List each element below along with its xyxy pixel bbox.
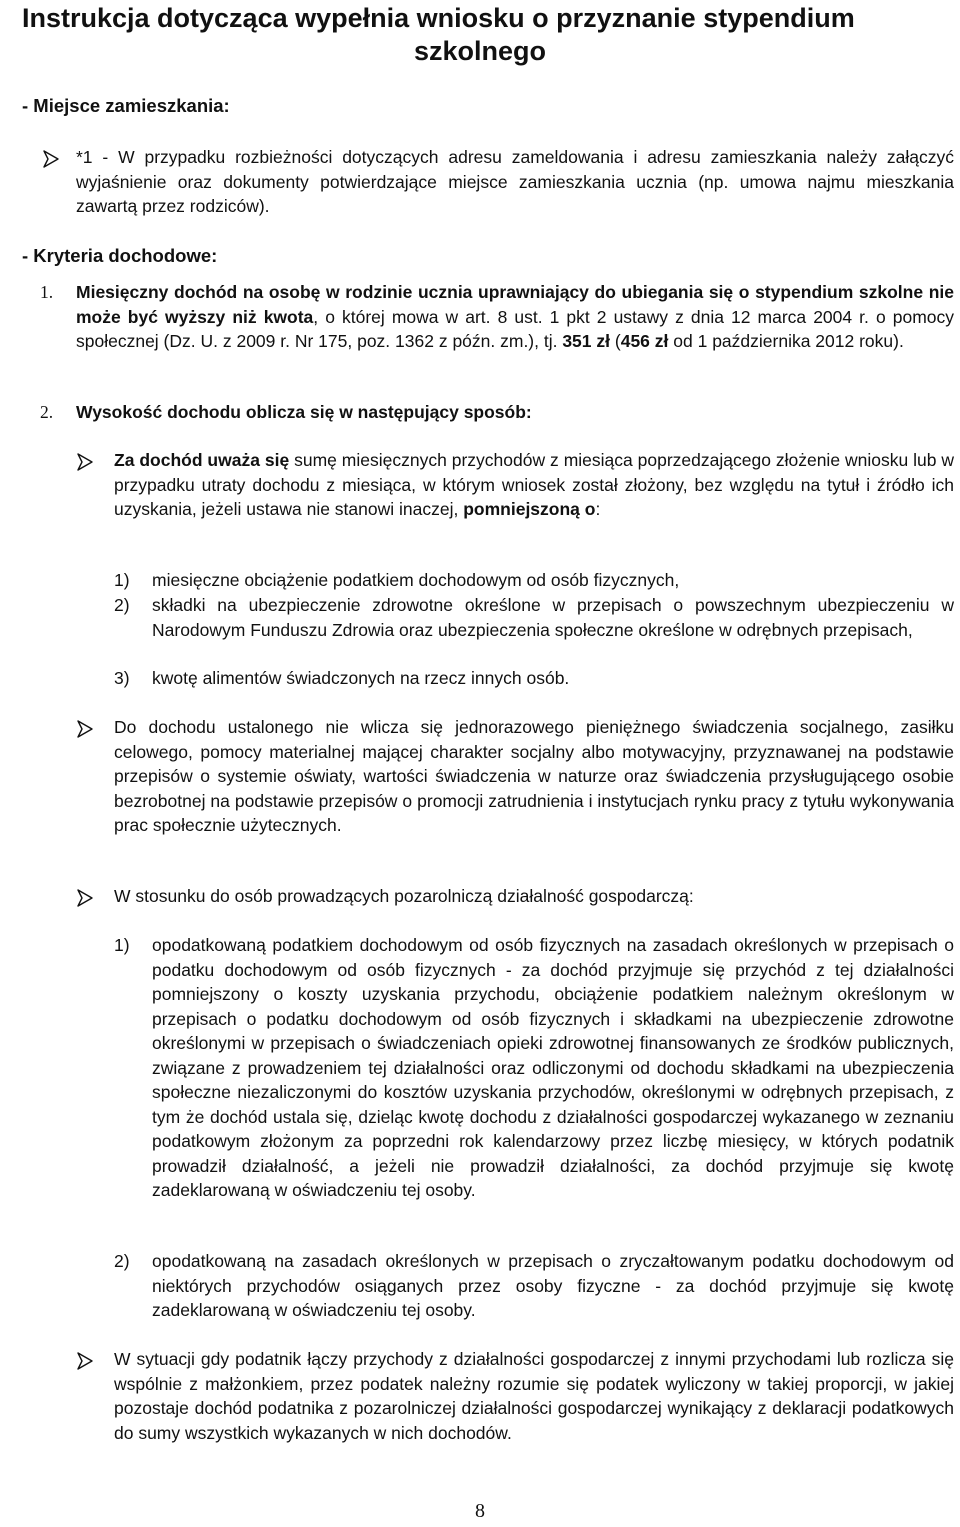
joint-income-text: W sytuacji gdy podatnik łączy przychody z działalności gospodarczej z innymi przychodami lub rozlicza się wspólnie z małżonkiem, przez podatek należny rozumie się podatek wyliczony w takiej proporcji, w jakiej pozostaje dochód podatnika z pozarolniczej działalności gospodarczej wynikający z deklaracji podatkowych do sumy wszystkich wykazanych w nich dochodów. <box>114 1349 954 1443</box>
arrow-bullet-icon <box>76 453 94 471</box>
income-amount-2: 456 zł <box>620 331 669 351</box>
arrow-bullet-icon <box>76 1352 94 1370</box>
income-definition-bold-b: pomniejszoną o <box>463 499 596 519</box>
income-definition-bold-a: Za dochód uważa się <box>114 450 290 470</box>
income-limit-bold: Miesięczny dochód na osobę w rodzinie ucznia uprawniający do ubiegania się o stypendium szkolne nie może być wyższy niż kwota <box>76 282 954 327</box>
page-number: 8 <box>475 1500 485 1522</box>
business-2-text: opodatkowaną na zasadach określonych w przepisach o zryczałtowanym podatku dochodowym od niektórych przychodów osiąganych przez osoby fizyczne - za dochód przyjmuje się kwotę zadeklarowaną w oświadczeniu tej osoby. <box>152 1251 954 1320</box>
business-1-number: 1) <box>114 935 130 955</box>
deduction-1-number: 1) <box>114 570 130 590</box>
income-limit-text-b: ( <box>610 331 621 351</box>
income-definition-text-b: : <box>595 499 601 519</box>
deduction-1-text: miesięczne obciążenie podatkiem dochodowym od osób fizycznych, <box>152 570 680 590</box>
income-heading: - Kryteria dochodowe: <box>22 245 218 266</box>
income-limit-text-a: , o której mowa w art. 8 ust. 1 pkt 2 ustawy z dnia 12 marca 2004 r. o pomocy społecznej (Dz. U. z 2009 r. Nr 175, poz. 1362 z późn. zm.), tj. <box>76 306 955 351</box>
business-2-number: 2) <box>114 1251 130 1271</box>
deduction-3-text: kwotę alimentów świadczonych na rzecz innych osób. <box>152 668 570 688</box>
deduction-2-number: 2) <box>114 595 130 615</box>
residence-bullet-text: *1 - W przypadku rozbieżności dotyczących adresu zameldowania i adresu zamieszkania należy załączyć wyjaśnienie oraz dokumenty potwierdzające miejsce zamieszkania ucznia (np. umowa najmu mieszkania zawartą przez rodziców). <box>76 147 954 216</box>
arrow-bullet-icon <box>76 889 94 907</box>
title-line-2: szkolnego <box>413 36 547 66</box>
arrow-bullet-icon <box>76 720 94 738</box>
income-definition-text-a: sumę miesięcznych przychodów z miesiąca poprzedzającego złożenie wniosku lub w przypadku utraty dochodu z miesiąca, w którym wniosek został złożony, bez względu na tytuł i źródło ich uzyskania, jeżeli ustawa nie stanowi inaczej, <box>114 450 954 519</box>
deduction-2-text: składki na ubezpieczenie zdrowotne określone w przepisach o powszechnym ubezpieczeniu w Narodowym Funduszu Zdrowia oraz ubezpieczenia społeczne określone w odrębnych przepisach, <box>152 595 954 640</box>
item-1-number: 1. <box>40 282 54 302</box>
arrow-bullet-icon <box>42 150 60 168</box>
income-limit-text-c: od 1 października 2012 roku). <box>668 331 904 351</box>
income-definition <box>114 448 954 522</box>
business-1-text: opodatkowaną podatkiem dochodowym od osób fizycznych na zasadach określonych w przepisach o podatku dochodowym od osób fizycznych - za dochód przyjmuje się przychód z tej działalności pomniejszony o koszty uzyskania przychodu, obciążenie podatkiem należnym określonym w przepisach o podatku dochodowym od osób fizycznych i składkami na ubezpieczenie zdrowotne określonymi w przepisach o świadczeniach opieki zdrowotnej finansowanych ze środków publicznych, związane z prowadzeniem tej działalności oraz odliczonymi od dochodu składkami na ubezpieczenia społeczne niezaliczonymi do kosztów uzyskania przychodów, określonymi w odrębnych przepisach, z tym że dochód ustala się, dzieląc kwotę dochodu z działalności gospodarczej wykazanego w zeznaniu podatkowym złożonym za poprzedni rok kalendarzowy przez liczbę miesięcy, w których podatnik prowadził działalność, a jeżeli nie prowadził działalności, za dochód przyjmuje się kwotę zadeklarowaną w oświadczeniu tej osoby. <box>152 935 954 1200</box>
deduction-3-number: 3) <box>114 668 130 688</box>
income-item-2-heading: Wysokość dochodu oblicza się w następujący sposób: <box>76 402 532 422</box>
excluded-income-text: Do dochodu ustalonego nie wlicza się jednorazowego pieniężnego świadczenia socjalnego, zasiłku celowego, pomocy materialnej mającej charakter socjalny albo motywacyjny, przyznawanej na podstawie przepisów o systemie oświaty, wartości świadczenia w naturze oraz świadczenia przysługującego osobie bezrobotnej na podstawie przepisów o promocji zatrudnienia i instytucjach rynku pracy z tytułu wykonywania prac społecznie użytecznych. <box>114 717 954 835</box>
business-lead-text: W stosunku do osób prowadzących pozarolniczą działalność gospodarczą: <box>114 886 694 906</box>
document-title <box>22 2 938 68</box>
residence-heading: - Miejsce zamieszkania: <box>22 95 230 116</box>
item-2-number: 2. <box>40 402 54 422</box>
income-amount-1: 351 zł <box>562 331 611 351</box>
title-line-1: Instrukcja dotycząca wypełnia wniosku o przyznanie stypendium <box>22 3 855 33</box>
income-item-1 <box>76 280 954 354</box>
